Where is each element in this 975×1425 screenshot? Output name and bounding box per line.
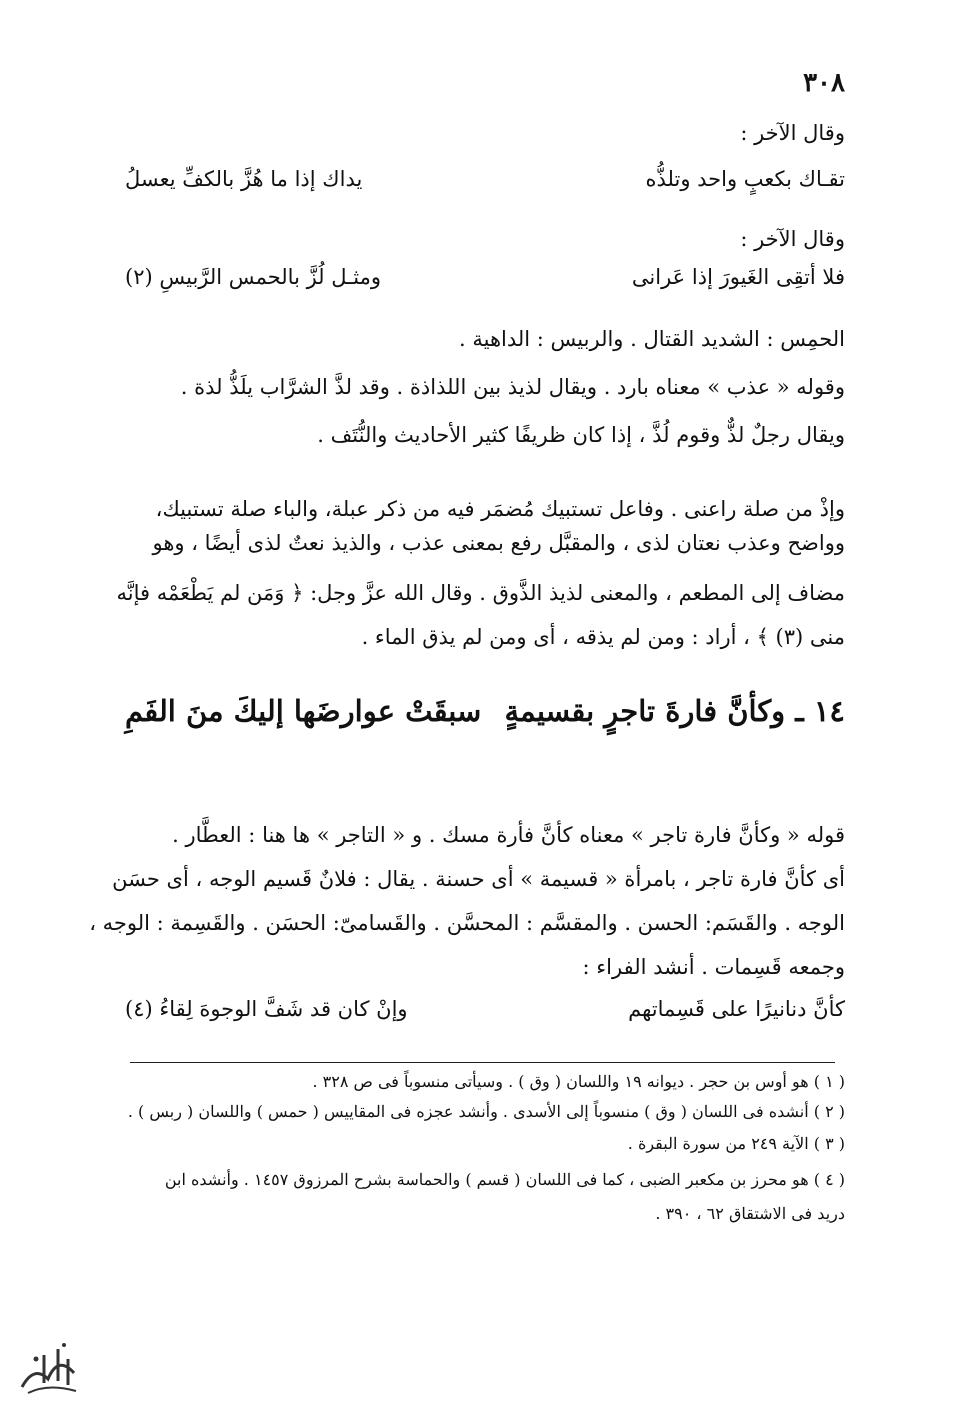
verse-2-second-hemistich: ومثـل لُزَّ بالحمس الرَّبيسِ (٢) (125, 265, 382, 289)
footnote-3: ( ٣ ) الآية ٢٤٩ من سورة البقرة . (627, 1134, 845, 1153)
poetry-verse-1 (125, 164, 845, 194)
verse-intro-1: وقال الآخر : (740, 121, 845, 145)
gloss-line: الحمِس : الشديد القتال . والربيس : الداهية . (459, 327, 845, 351)
paragraph-2-line-3: مضاف إلى المطعم ، والمعنى لذيذ الذَّوق . وقال الله عزَّ وجل: ﴿ وَمَن لم يَطْعَمْه فإنَّه (116, 581, 845, 605)
footnote-2: ( ٢ ) أنشده فى اللسان ( وق ) منسوباً إلى الأسدى . وأنشد عجزه فى المقاييس ( حمس ) واللسان ( ربس ) . (127, 1102, 845, 1121)
poetry-verse-2 (125, 262, 845, 292)
paragraph-3-line-2: أى كأنَّ فارة تاجر ، بامرأة « قسيمة » أى حسنة . يقال : فلانٌ قَسيم الوجه ، أى حسَن (112, 867, 845, 891)
footnote-separator (130, 1062, 835, 1063)
verse-3-second-hemistich: وإنْ كان قد شَفَّ الوجوهَ لِقاءُ (٤) (125, 997, 408, 1021)
verse-2-first-hemistich: فلا أتقِى الغَيورَ إذا عَرانى (631, 265, 845, 289)
paragraph-1-line-2: ويقال رجلٌ لذٌّ وقوم لُذَّ ، إذا كان ظريفًا كثير الأحاديث والنُّتَف . (317, 423, 845, 447)
verse-intro-2: وقال الآخر : (740, 227, 845, 251)
page-number: ٣٠٨ (803, 68, 845, 98)
library-seal-icon (14, 1335, 84, 1405)
main-verse-second-hemistich: سبقَتْ عوارضَها إليكَ منَ الفَمِ (125, 694, 482, 728)
paragraph-1-line-1: وقوله « عذب » معناه بارد . ويقال لذيذ بين اللذاذة . وقد لذَّ الشرَّاب يلَذُّ لذة . (180, 375, 845, 399)
main-verse (125, 694, 845, 728)
paragraph-3-line-1: قوله « وكأنَّ فارة تاجر » معناه كأنَّ فأرة مسك . و « التاجر » ها هنا : العطَّار . (172, 823, 845, 847)
footnote-1: ( ١ ) هو أوس بن حجر . ديوانه ١٩ واللسان ( وق ) . وسيأتى منسوباً فى ص ٣٢٨ . (312, 1072, 845, 1091)
verse-3-first-hemistich: كأنَّ دنانيرًا على قَسِماتهم (628, 997, 845, 1021)
paragraph-3-line-3: الوجه . والقَسَم: الحسن . والمقسَّم : المحسَّن . والقَسامىّ: الحسَن . والقَسِمة : الوجه ، (89, 911, 845, 935)
main-verse-first-hemistich: ١٤ ـ وكأنَّ فارةَ تاجرٍ بقسيمةٍ (504, 694, 845, 728)
poetry-verse-3 (125, 994, 845, 1024)
paragraph-3-line-4: وجمعه قَسِمات . أنشد الفراء : (582, 955, 845, 979)
paragraph-2-line-2: وواضح وعذب نعتان لذى ، والمقبَّل رفع بمعنى عذب ، والذيذ نعتٌ لذى أيضًا ، وهو (152, 531, 845, 555)
paragraph-2-line-4: منى (٣) ﴾ ، أراد : ومن لم يذقه ، أى ومن لم يذق الماء . (361, 625, 845, 649)
footnote-4: ( ٤ ) هو محرز بن مكعبر الضبى ، كما فى اللسان ( قسم ) والحماسة بشرح المرزوق ١٤٥٧ . وأنشده ابن (164, 1170, 845, 1189)
footnote-4-continued: دريد فى الاشتقاق ٦٢ ، ٣٩٠ . (655, 1204, 845, 1223)
verse-1-second-hemistich: يداك إذا ما هُزَّ بالكفِّ يعسلُ (125, 167, 363, 191)
paragraph-2-line-1: وإذْ من صلة راعنى . وفاعل تستبيك مُضمَر فيه من ذكر عبلة، والباء صلة تستبيك، (155, 497, 845, 521)
verse-1-first-hemistich: تقـاك بكعبٍ واحد وتلذُّه (645, 167, 845, 191)
